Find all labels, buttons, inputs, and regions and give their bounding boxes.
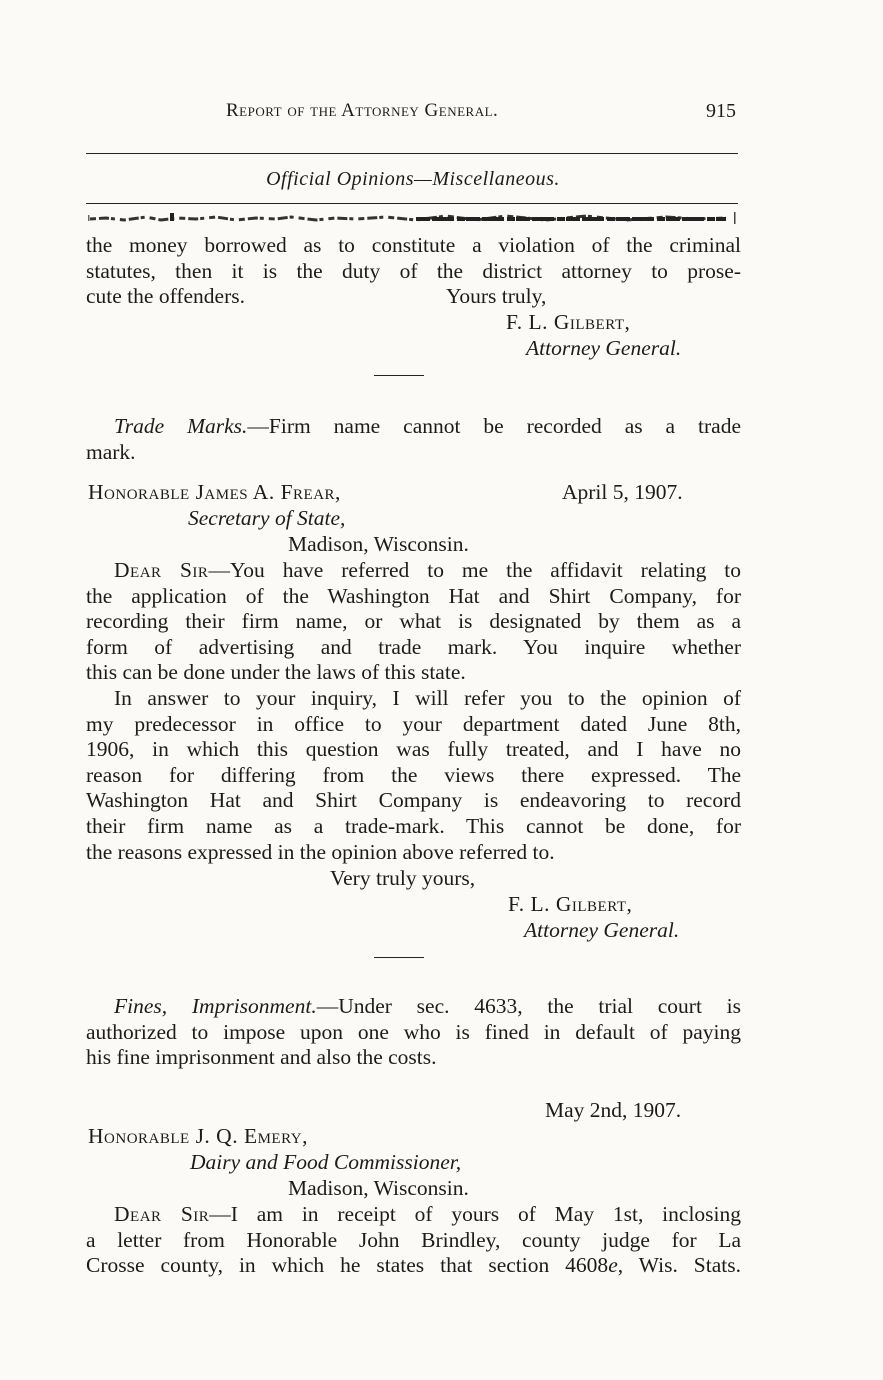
addressee-location: Madison, Wisconsin. (288, 532, 469, 556)
opinion-separator (374, 957, 424, 958)
text-line: the application of the Washington Hat and Shirt Company, for (86, 583, 741, 608)
addressee-name: Honorable J. Q. Emery, (88, 1124, 308, 1148)
text-line: 1906, in which this question was fully treated, and I have no (86, 737, 741, 762)
text-line: the reasons expressed in the opinion above referred to. (86, 839, 555, 864)
text-line: cute the offenders. (86, 284, 245, 309)
text-line: recording their firm name, or what is designated by them as a (86, 609, 741, 634)
signer-title: Attorney General. (526, 336, 682, 360)
signer-title: Attorney General. (524, 918, 680, 942)
scan-artifact-strip (86, 211, 738, 225)
headnote-text: —Firm name cannot be recorded as a trade (247, 414, 741, 438)
addressee-location: Madison, Wisconsin. (288, 1176, 469, 1200)
letter-body-trade-marks (86, 558, 741, 865)
headnote-line (86, 994, 741, 1020)
section-title-rule (86, 203, 738, 204)
headnote-fines (86, 994, 741, 1071)
headnote-line: mark. (86, 439, 136, 464)
text-line: statutes, then it is the duty of the district attorney to prose- (86, 258, 741, 283)
text-line: Dear Sir—You have referred to me the affidavit relating to (114, 558, 742, 582)
salutation: Dear Sir (114, 1202, 210, 1226)
headnote-line: authorized to impose upon one who is fined in default of paying (86, 1019, 741, 1044)
header-rule (86, 153, 738, 154)
headnote-trade-marks (86, 414, 741, 465)
closing: Yours truly, (446, 284, 547, 308)
salutation: Dear Sir (114, 558, 209, 582)
text-line: the money borrowed as to constitute a violation of the criminal (86, 233, 741, 257)
text-line: reason for differing from the views there expressed. The (86, 762, 741, 787)
letter-body-fines (86, 1202, 741, 1279)
text-line: a letter from Honorable John Brindley, county judge for La (86, 1227, 741, 1252)
running-head: Report of the Attorney General. (226, 100, 499, 121)
closing: Very truly yours, (330, 866, 476, 890)
text-line: Dear Sir—I am in receipt of yours of May 1st, inclosing (114, 1202, 742, 1226)
text-line: this can be done under the laws of this state. (86, 660, 466, 685)
addressee-title: Dairy and Food Commissioner, (190, 1150, 462, 1174)
addressee-title: Secretary of State, (188, 506, 346, 530)
page-number: 915 (706, 100, 736, 122)
section-title: Official Opinions—Miscellaneous. (266, 168, 560, 190)
continuation-text (86, 233, 741, 310)
text-line: their firm name as a trade-mark. This cannot be done, for (86, 813, 741, 838)
signer-name: F. L. Gilbert, (508, 892, 633, 916)
headnote-line: his fine imprisonment and also the costs. (86, 1045, 437, 1070)
text-line: Washington Hat and Shirt Company is endeavoring to record (86, 788, 741, 813)
addressee-name: Honorable James A. Frear, (88, 480, 341, 504)
headnote-line (86, 414, 741, 440)
letter-date: May 2nd, 1907. (545, 1098, 682, 1122)
headnote-text: —Under sec. 4633, the trial court is (316, 994, 741, 1018)
page-header (88, 100, 738, 132)
headnote-topic: Fines, Imprisonment. (114, 994, 317, 1018)
text-line: form of advertising and trade mark. You inquire whether (86, 634, 741, 659)
text-line: my predecessor in office to your department dated June 8th, (86, 711, 741, 736)
headnote-topic: Trade Marks. (114, 414, 248, 438)
opinion-separator (374, 375, 424, 376)
signer-name: F. L. Gilbert, (506, 310, 631, 334)
letter-date: April 5, 1907. (562, 480, 683, 504)
text-line: Crosse county, in which he states that section 4608e, Wis. Stats. (86, 1253, 741, 1278)
text-line: In answer to your inquiry, I will refer you to the opinion of (114, 685, 741, 710)
